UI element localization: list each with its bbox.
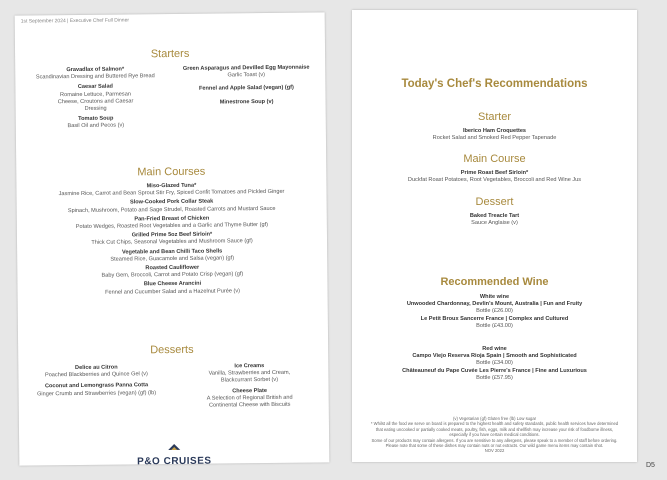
dessert-item: Coconut and Lemongrass Panna Cotta Ginger Crumb and Strawberries (vegan) (gf) (lb) (37, 382, 157, 398)
wine-item: Unwooded Chardonnay, Devlin's Mount, Australia | Fun and Fruity Bottle (£26.00) (406, 301, 583, 315)
dessert-item: Cheese Plate A Selection of Regional British and Continental Cheese with Biscuits (206, 387, 293, 409)
starter-item: Tomato Soup Basil Oil and Pecos (v) (67, 115, 125, 130)
main-recommendation: Prime Roast Beef Sirloin* Duckfat Roast Potatoes, Root Vegetables, Broccoli and Red Wine Jus (407, 170, 582, 184)
main-courses-title: Main Courses (137, 165, 206, 179)
starters-col1 (25, 66, 166, 131)
recommendations-title: Today's Chef's Recommendations (401, 78, 588, 90)
starter-item: Gravadlax of Salmon* Scandinavian Dressing and Buttered Rye Bread (35, 66, 155, 81)
po-cruises-logo (124, 437, 224, 467)
recommended-wine-title: Recommended Wine (440, 276, 549, 288)
starter-item: Caesar Salad Romaine Lettuce, Parmesan Cheese, Croutons and Caesar Dressing (57, 84, 134, 112)
logo-flag-icon (124, 442, 224, 451)
main-item: Pan-Fried Breast of Chicken Potato Wedges, Roasted Root Vegetables and a Garlic and Thyme Butter (gf) (75, 215, 269, 231)
starters-title: Starters (150, 47, 190, 61)
starter-item: Minestrone Soup (v) (219, 98, 274, 106)
dessert-title: Dessert (475, 196, 514, 208)
white-wine-heading: White wine (479, 294, 510, 300)
starter-item: Green Asparagus and Devilled Egg Mayonnaise Garlic Toast (v) (182, 64, 310, 79)
dessert-item: Ice Creams Vanilla, Strawberries and Cream, Blackcurrant Sorbet (v) (208, 363, 291, 384)
right-menu-page (352, 10, 637, 462)
dessert-item: Delice au Citron Poached Blackberries and Quince Gel (v) (44, 364, 148, 379)
dessert-recommendation: Baked Treacle Tart Sauce Anglaise (v) (469, 213, 520, 227)
starters-col2 (173, 64, 319, 106)
desserts-col2 (182, 362, 316, 410)
main-course-title: Main Course (463, 153, 526, 165)
white-wine-list (352, 294, 637, 330)
starter-recommendation: Iberico Ham Croquettes Rocket Salad and Smoked Red Pepper Tapenade (432, 128, 557, 142)
starter-item: Fennel and Apple Salad (vegan) (gf) (198, 85, 294, 93)
footnote: (v) Vegetarian (gf) Gluten free (lb) Low sugar * Whilst all the food we serve on board is prepared to the highest health and safety standards, public health services have determined that eating uncooked or partially cooked meats, poultry, fish, eggs, milk and shellfish may increase your risk of foodborne illness, especially if you have certain medical conditions. Some of our products may contain allergens. If you are sensitive to any allergens, please speak to a member of staff before ordering. Please note that some of these dishes may contain nuts or nut extracts. Our wild game menu items may contain shot. NOV 2022 (362, 416, 627, 454)
page-header: 1st September 2024 | Executive Chef Full Dinner (20, 17, 130, 25)
page-number: D5 (646, 462, 655, 469)
main-item: Roasted Cauliflower Baby Gem, Broccoli, Carrot and Potato Crisp (vegan) (gf) (101, 264, 244, 279)
wine-item: Campo Viejo Reserva Rioja Spain | Smooth and Sophisticated Bottle (£34.00) (412, 353, 577, 367)
main-item: Blue Cheese Arancini Fennel and Cucumber Salad and a Hazelnut Purée (v) (105, 281, 241, 296)
main-item: Slow-Cooked Pork Collar Steak Spinach, Mushroom, Potato and Sage Strudel, Roasted Carrots and Mustard Sauce (67, 198, 276, 214)
red-wine-list (352, 346, 637, 382)
dietary-key: (v) Vegetarian (gf) Gluten free (lb) Low sugar (452, 416, 537, 421)
main-courses-list (22, 181, 321, 297)
main-item: Miso-Glazed Tuna* Jasmine Rice, Carrot and Bean Sprout Stir Fry, Spiced Confit Tomatoes and Pickled Ginger (58, 182, 285, 198)
left-menu-page (15, 12, 330, 468)
desserts-col1 (26, 364, 166, 398)
red-wine-heading: Red wine (482, 346, 507, 352)
wine-item: Châteauneuf du Pape Cuvée Les Pierre's France | Fine and Luxurious Bottle (£57.95) (402, 367, 587, 381)
desserts-title: Desserts (150, 343, 194, 357)
starter-title: Starter (477, 111, 511, 123)
wine-item: Le Petit Broux Sancerre France | Complex and Cultured Bottle (£43.00) (420, 315, 569, 329)
logo-text: P&O CRUISES (137, 455, 212, 468)
main-item: Vegetable and Bean Chilli Taco Shells Steamed Rice, Guacamole and Salsa (vegan) (gf) (110, 248, 235, 263)
main-item: Grilled Prime 5oz Beef Sirloin* Thick Cut Chips, Seasonal Vegetables and Mushroom Sauce (gf) (91, 231, 253, 247)
footnote-code: NOV 2022 (484, 448, 505, 454)
